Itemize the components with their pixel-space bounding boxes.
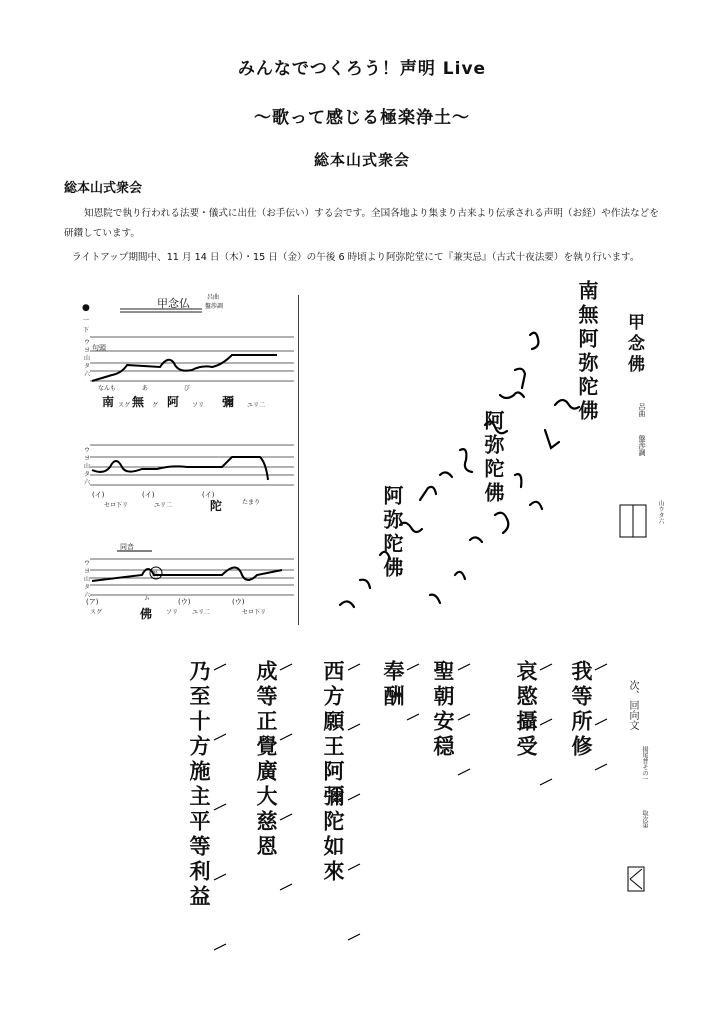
eko-heading: 次、回向文 [627, 680, 638, 730]
eko-heading-sub: 揚尾普その一 [641, 746, 648, 782]
event-paragraph: ライトアップ期間中、11 月 14 日（木）・15 日（金）の午後 6 時頃より阿弥陀堂にて『兼実忌』（古式十夜法要）を執り行います。 [72, 252, 640, 263]
row3-note: ソリ [166, 609, 179, 616]
left-score-panel: ● 一 下 甲念仏 呂曲 盤渉調 句頭 ウ ヨ 山 タ 六 ウ ヨ 山 タ 六 ウ ヨ 山 タ 六 なんも あ び 南 無 阿 彌 スグ グ ソリ ユリ二 (イ) (イ) (イ) 陀 セロ下リ ユリ二 たまり 同音 汲 (ア) (ウ) (ウ) 佛 スグ ム ソリ ユリ二 セロ下リ [82, 285, 297, 630]
row1-note: グ [152, 402, 159, 409]
handwritten-neumes [300, 275, 720, 635]
row3-label: 同音 [120, 543, 134, 551]
eko-column-5: 西方願王阿彌陀如來 [321, 660, 345, 885]
score-mode-top: 呂曲 [207, 294, 220, 301]
row1-char-4: 彌 [222, 395, 235, 409]
right-mode-2: 盤渉調 [638, 435, 646, 456]
intro-paragraph-line1: 知恩院で執り行われる法要・儀式に出仕（お手伝い）する会です。全国各地より集まり古来より伝承される声明（お経）や作法などを [84, 208, 659, 219]
row1-char-2: 無 [132, 395, 145, 409]
row1-note: スグ [118, 402, 131, 409]
score-title: 甲念仏 [157, 297, 190, 310]
right-mode-1: 呂曲 [638, 403, 646, 417]
page-title: みんなでつくろう！声明 Live [237, 59, 487, 79]
eko-column-2: 哀愍攝受 [514, 660, 538, 760]
eko-mon-section [170, 650, 710, 1010]
panel-divider [298, 295, 299, 625]
row2-mark: (イ) [92, 491, 105, 499]
eko-column-1: 我等所修 [569, 660, 593, 760]
intro-paragraph-line2: 研鑽しています。 [64, 228, 140, 239]
row1-note: ユリ二 [247, 402, 266, 409]
row2-note: ユリ二 [154, 502, 173, 509]
scale-labels-3: ウ ヨ 山 タ 六 [84, 560, 91, 599]
scale-labels-1: ウ ヨ 山 タ 六 [84, 339, 91, 378]
scale-labels-2: ウ ヨ 山 タ 六 [84, 447, 91, 486]
section-heading: 総本山式衆会 [64, 181, 143, 196]
row3-mark: (ア) [86, 598, 99, 606]
row3-mark: (ウ) [178, 598, 191, 606]
row2-note: セロ下リ [104, 502, 129, 509]
row2-mark: (イ) [142, 491, 155, 499]
phrase2-amidabutsu: 阿弥陀佛 [481, 410, 505, 506]
row3-note: セロ下リ [242, 609, 267, 616]
organization-title: 総本山式衆会 [313, 151, 410, 169]
row2-note: たまり [242, 499, 261, 506]
row1-label: 句頭 [92, 344, 106, 352]
eko-column-3: 聖朝安穏 [431, 660, 455, 760]
eko-neume-marks [170, 650, 690, 1010]
phrase3-amidabutsu: 阿弥陀佛 [380, 485, 404, 581]
row1-note: ソリ [192, 402, 205, 409]
row3-note: ユリ二 [192, 609, 211, 616]
right-legend: 山ウタ六 [657, 500, 664, 524]
row3-note: スグ [90, 609, 103, 616]
row1-kana: なんも あ び [98, 385, 190, 392]
row2-mark: (イ) [202, 491, 215, 499]
bullet-marker: ● [82, 303, 90, 313]
eko-column-7: 乃至十方施主平等利益 [187, 660, 211, 910]
row2-char: 陀 [210, 499, 223, 513]
right-score-title: 甲念佛 [624, 313, 644, 376]
row3-char: 佛 [140, 607, 153, 621]
right-score-panel [300, 275, 720, 635]
phrase1-namu-amidabutsu: 南無阿弥陀佛 [575, 280, 599, 424]
row3-note: ム [144, 595, 151, 602]
eko-column-6: 成等正覺廣大慈恩 [254, 660, 278, 860]
row1-char-1: 南 [102, 395, 115, 409]
page-subtitle: ～歌って感じる極楽浄土～ [254, 108, 470, 128]
eko-column-4: 奉酬 [381, 660, 405, 710]
row3-mark: (ウ) [232, 598, 245, 606]
row1-char-3: 阿 [167, 395, 180, 409]
notation-staffs [82, 285, 297, 630]
circle-mark: 汲 [152, 571, 159, 578]
score-mode-bottom: 盤渉調 [205, 303, 224, 310]
eko-heading-sub2: 取次第 [641, 810, 648, 828]
